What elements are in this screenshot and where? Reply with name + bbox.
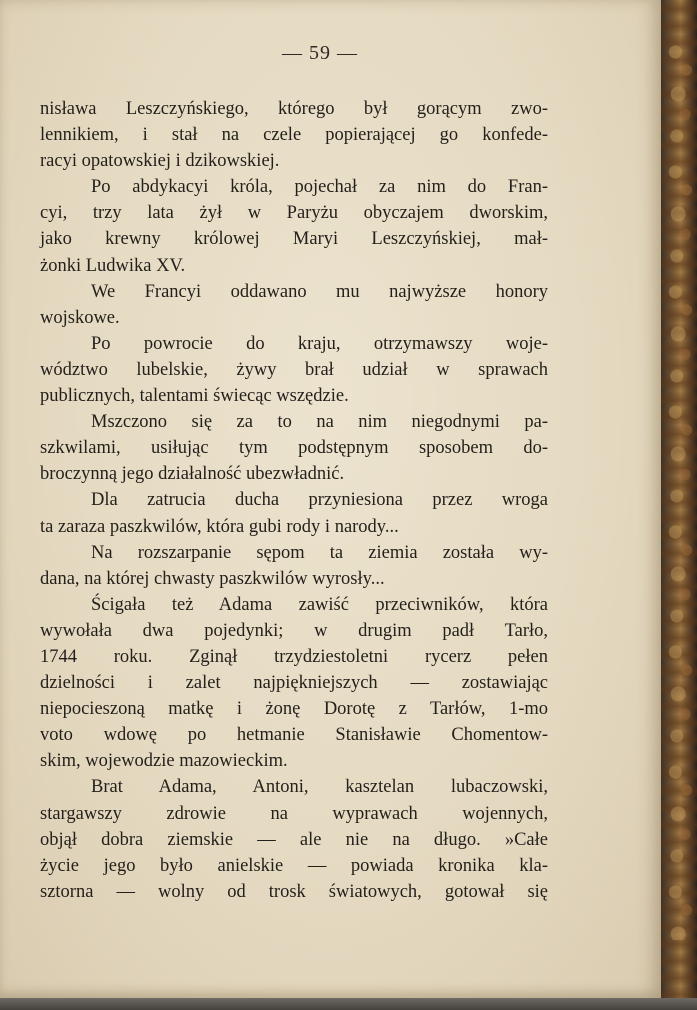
page-bottom-edge xyxy=(0,998,697,1010)
page-number: — 59 — xyxy=(282,42,358,64)
text-line: 1744 roku. Zginął trzydziestoletni rycerz pełen xyxy=(40,646,548,667)
text-line: Na rozszarpanie sępom ta ziemia została wy- xyxy=(91,542,548,563)
marbled-edge-texture xyxy=(667,40,695,940)
text-line: We Francyi oddawano mu najwyższe honory xyxy=(91,281,548,302)
text-line: skim, wojewodzie mazowieckim. xyxy=(40,751,288,772)
text-line: Ścigała też Adama zawiść przeciwników, która xyxy=(91,594,548,615)
text-line: wództwo lubelskie, żywy brał udział w sprawach xyxy=(40,359,548,380)
text-line: broczynną jego działalność ubezwładnić. xyxy=(40,464,345,485)
text-line: życie jego było anielskie — powiada kronika kla- xyxy=(40,855,548,876)
text-line: ta zaraza paszkwilów, która gubi rody i narody... xyxy=(40,516,399,537)
body-text xyxy=(40,96,548,905)
text-line: Po abdykacyi króla, pojechał za nim do Fran- xyxy=(91,177,548,198)
text-line: Po powrocie do kraju, otrzymawszy woje- xyxy=(91,333,548,354)
text-line: Dla zatrucia ducha przyniesiona przez wroga xyxy=(91,490,548,511)
text-line: stargawszy zdrowie na wyprawach wojennych, xyxy=(40,803,548,824)
text-line: wojskowe. xyxy=(40,307,120,328)
text-line: sztorna — wolny od trosk światowych, gotował się xyxy=(40,881,548,902)
text-line: dzielności i zalet najpiękniejszych — zostawiając xyxy=(40,673,548,694)
text-line: Brat Adama, Antoni, kasztelan lubaczowski, xyxy=(91,777,548,798)
book-spine-edge xyxy=(661,0,697,1010)
text-line: nisława Leszczyńskiego, którego był gorącym zwo- xyxy=(40,99,548,119)
text-line: objął dobra ziemskie — ale nie na długo. »Całe xyxy=(40,829,548,850)
text-line: cyi, trzy lata żył w Paryżu obyczajem dworskim, xyxy=(40,203,548,224)
text-line: voto wdowę po hetmanie Stanisławie Chomentow- xyxy=(40,725,548,746)
text-line: żonki Ludwika XV. xyxy=(40,255,186,276)
text-line: niepocieszoną matkę i żonę Dorotę z Tarłów, 1-mo xyxy=(40,699,548,720)
text-line: jako krewny królowej Maryi Leszczyńskiej, mał- xyxy=(40,229,548,250)
text-line: Mszczono się za to na nim niegodnymi pa- xyxy=(91,412,548,433)
text-line: publicznych, talentami świecąc wszędzie. xyxy=(40,386,349,407)
text-line: szkwilami, usiłując tym podstępnym sposobem do- xyxy=(40,438,548,459)
text-line: racyi opatowskiej i dzikowskiej. xyxy=(40,151,280,172)
text-line: lennikiem, i stał na czele popierającej go konfede- xyxy=(40,125,548,146)
text-line: dana, na której chwasty paszkwilów wyrosły... xyxy=(40,568,385,589)
text-line: wywołała dwa pojedynki; w drugim padł Tarło, xyxy=(40,620,548,641)
